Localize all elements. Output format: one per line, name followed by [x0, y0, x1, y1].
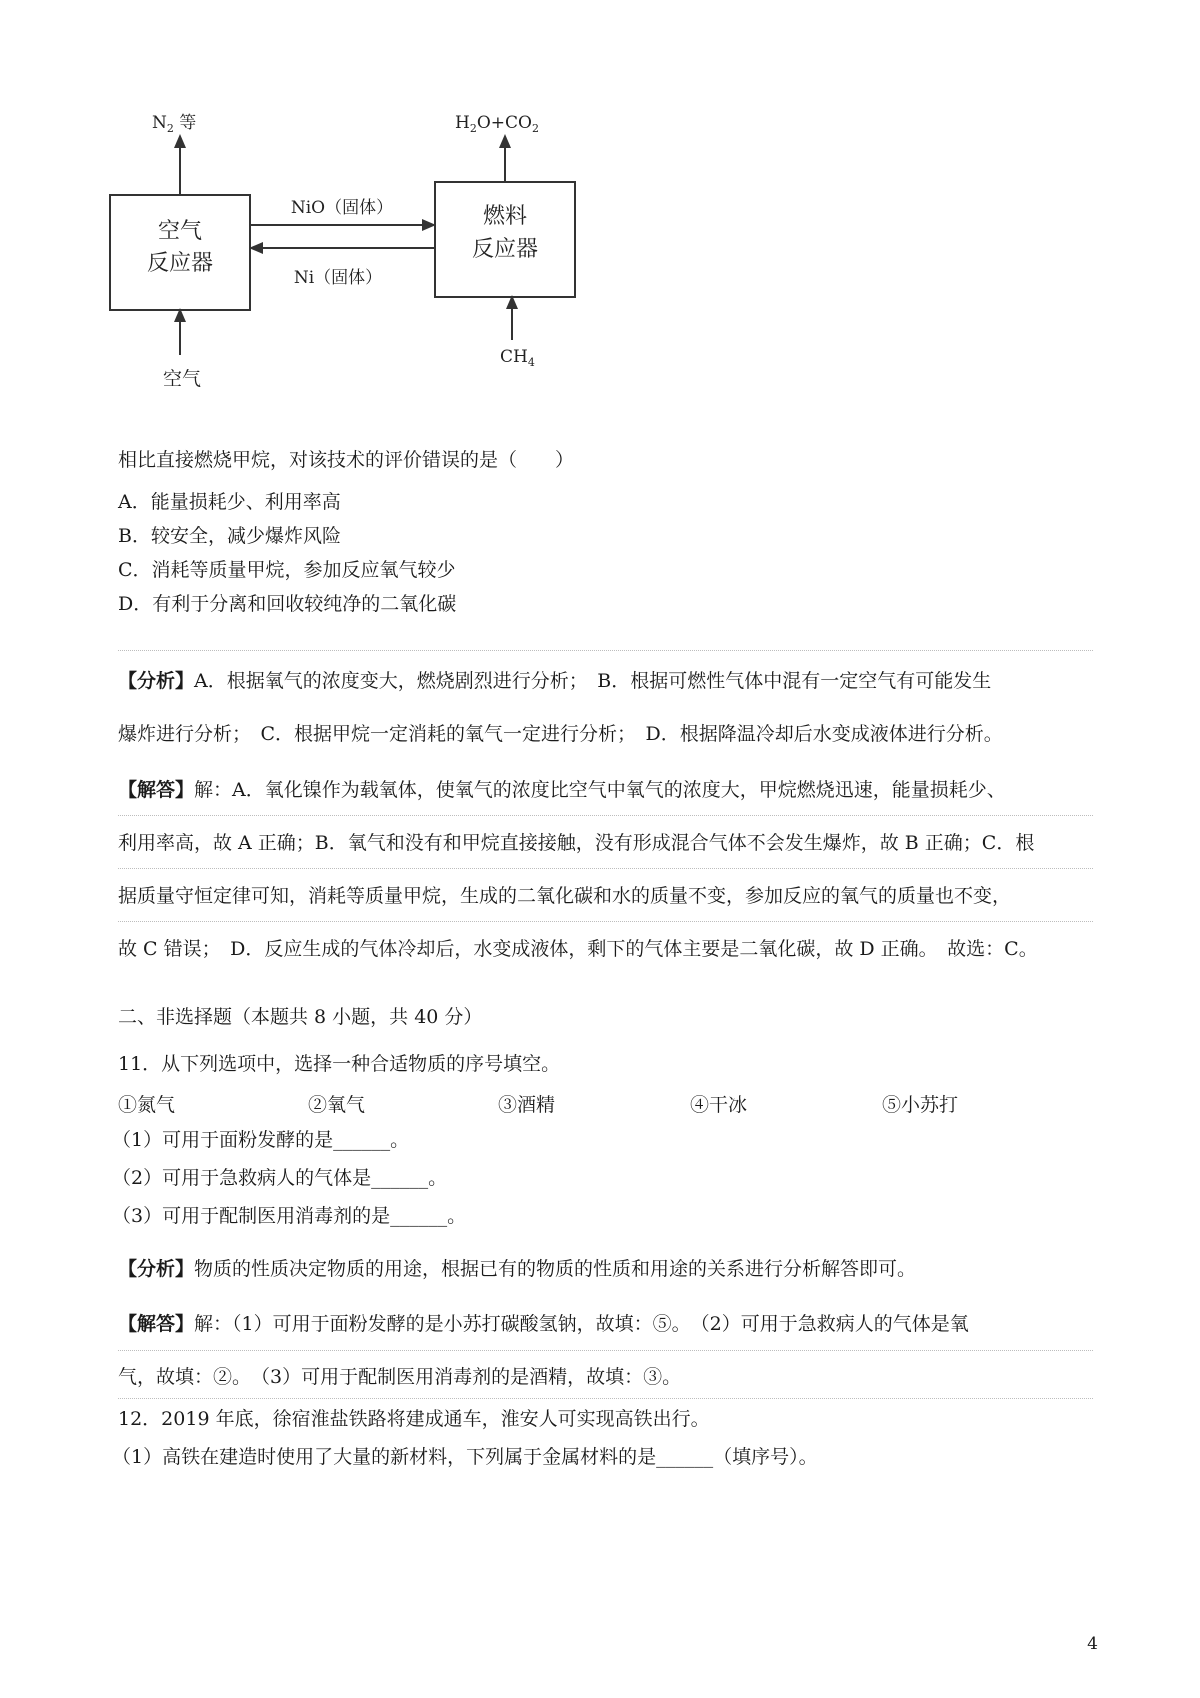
q11-choice-3: ③酒精: [498, 1094, 556, 1116]
air-reactor-label-1: 空气: [157, 219, 203, 244]
q11-sub-3: （3）可用于配制医用消毒剂的是______。: [112, 1205, 467, 1227]
q11-choice-4: ④干冰: [690, 1094, 748, 1116]
ch4-input-label: $CH_4$: [500, 347, 535, 369]
air-input-label: 空气: [162, 368, 202, 390]
q10-option-d: D．有利于分离和回收较纯净的二氧化碳: [118, 593, 457, 615]
air-reactor-label-2: 反应器: [146, 251, 214, 276]
q10-option-c: C．消耗等质量甲烷，参加反应氧气较少: [118, 559, 456, 581]
q11-answer: [118, 1298, 1093, 1404]
q11-analysis: [118, 1258, 916, 1281]
analysis-text: 物质的性质决定物质的用途，根据已有的物质的性质和用途的关系进行分析解答即可。: [194, 1258, 917, 1280]
divider: [118, 921, 1093, 922]
answer-tag: 【解答】: [118, 1313, 195, 1335]
divider: [118, 650, 1093, 651]
analysis-tag: 【分析】: [118, 670, 195, 692]
q10-option-b: B．较安全，减少爆炸风险: [118, 525, 341, 547]
nio-label: NiO（固体）: [290, 198, 394, 218]
answer-tag: 【解答】: [118, 779, 195, 801]
q11-stem: 11．从下列选项中，选择一种合适物质的序号填空。: [118, 1053, 561, 1075]
q10-stem: 相比直接燃烧甲烷，对该技术的评价错误的是（ ）: [118, 449, 575, 471]
q12-sub-1: （1）高铁在建造时使用了大量的新材料，下列属于金属材料的是______（填序号）。: [112, 1446, 818, 1468]
fuel-reactor-label-2: 反应器: [471, 237, 539, 262]
q10-analysis: [118, 655, 1093, 761]
q12-stem: 12．2019 年底，徐宿淮盐铁路将建成通车，淮安人可实现高铁出行。: [118, 1408, 710, 1430]
page-number: 4: [1087, 1634, 1098, 1654]
q11-choice-5: ⑤小苏打: [882, 1094, 959, 1116]
q11-choice-2: ②氧气: [308, 1094, 366, 1116]
divider: [118, 868, 1093, 869]
answer-text: 解：A．氧化镍作为载氧体，使氧气的浓度比空气中氧气的浓度大，甲烷燃烧迅速，能量损耗少、: [194, 779, 1006, 801]
section-title: 二、非选择题（本题共 8 小题，共 40 分）: [118, 1006, 483, 1028]
answer-text: 故 C 错误； D．反应生成的气体冷却后，水变成液体，剩下的气体主要是二氧化碳，故 D 正确。 故选：C。: [118, 938, 1038, 960]
analysis-text: A．根据氧气的浓度变大，燃烧剧烈进行分析； B．根据可燃性气体中混有一定空气有可能发生: [194, 670, 992, 692]
divider: [118, 1398, 1093, 1399]
fuel-reactor-label-1: 燃料: [482, 204, 528, 229]
q10-option-a: A．能量损耗少、利用率高: [118, 491, 341, 513]
divider: [118, 1350, 1093, 1351]
divider: [118, 815, 1093, 816]
analysis-text: 爆炸进行分析； C．根据甲烷一定消耗的氧气一定进行分析； D．根据降温冷却后水变成液体进行分析。: [118, 723, 1003, 745]
chemical-looping-diagram: [100, 100, 660, 430]
q11-sub-2: （2）可用于急救病人的气体是______。: [112, 1167, 448, 1189]
q10-answer: [118, 764, 1093, 976]
analysis-tag: 【分析】: [118, 1258, 195, 1280]
q11-choice-1: ①氮气: [118, 1094, 176, 1116]
exhaust-output-label: $H_2O+CO_2$: [455, 113, 539, 135]
answer-text: 解：（1）可用于面粉发酵的是小苏打碳酸氢钠，故填：⑤。 （2）可用于急救病人的气体是氧: [194, 1313, 969, 1335]
ni-label: Ni（固体）: [293, 268, 383, 288]
answer-text: 气，故填：②。 （3）可用于配制医用消毒剂的是酒精，故填：③。: [118, 1366, 682, 1388]
answer-text: 利用率高，故 A 正确；B．氧气和没有和甲烷直接接触，没有形成混合气体不会发生爆炸，故 B 正确；C．根: [118, 832, 1035, 854]
answer-text: 据质量守恒定律可知，消耗等质量甲烷，生成的二氧化碳和水的质量不变，参加反应的氧气的质量也不变，: [118, 885, 1012, 907]
n2-output-label: $N_2$ 等: [152, 113, 197, 135]
q11-sub-1: （1）可用于面粉发酵的是______。: [112, 1129, 410, 1151]
